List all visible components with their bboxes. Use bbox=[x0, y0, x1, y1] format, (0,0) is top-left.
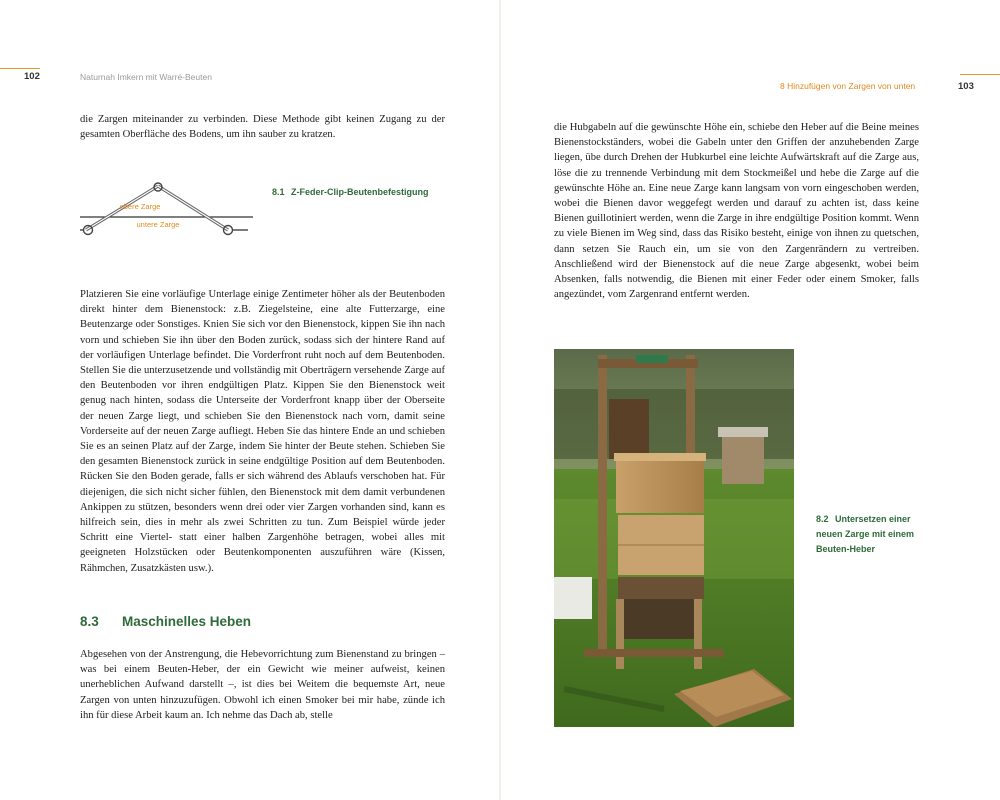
photo-illustration bbox=[554, 349, 794, 727]
figure-caption-8-1 bbox=[272, 185, 429, 200]
figure-caption-8-2 bbox=[816, 512, 936, 557]
green-tape bbox=[636, 355, 668, 363]
figure-number: 8.2 bbox=[816, 514, 829, 524]
figure-caption-text: Z-Feder-Clip-Beutenbefestigung bbox=[291, 187, 429, 197]
section-number: 8.3 bbox=[80, 614, 99, 629]
figure-caption-line: Beuten-Heber bbox=[816, 544, 876, 554]
hive-lifter-photo bbox=[554, 349, 794, 727]
intro-paragraph: die Zargen miteinander zu verbinden. Diese Methode gibt keinen Zugang zu der gesamten Oberfläche des Bodens, um ihn sauber zu kratzen. bbox=[80, 114, 445, 141]
upper-hive-lid bbox=[614, 453, 706, 461]
label-lower-box: untere Zarge bbox=[136, 220, 180, 229]
hive-stand bbox=[624, 599, 694, 639]
white-box bbox=[554, 577, 592, 619]
section-paragraph: Abgesehen von der Anstrengung, die Hebevorrichtung zum Bienenstand zu bringen – was bei einem Beuten-Heber, der ein Gewicht wie meiner aufweist, keinen unerheblichen Aufwand darstellt –, ist dies bei Weitem die bequemste Art, neue Zargen von unten hinzuzufügen. Obwohl ich einen Smoker bei mir habe, zünde ich ihn für diese Arbeit kaum an. Ich nehme das Dach ab, stelle bbox=[80, 649, 445, 721]
figure-caption-line: neuen Zarge mit einem bbox=[816, 529, 915, 539]
stand-leg-left bbox=[616, 599, 624, 669]
figure-number: 8.1 bbox=[272, 187, 285, 197]
page-number: 103 bbox=[958, 81, 974, 92]
folio-rule bbox=[0, 68, 40, 69]
figure-caption-line: Untersetzen einer bbox=[835, 514, 911, 524]
dark-brace bbox=[609, 399, 649, 459]
label-upper-box: obere Zarge bbox=[119, 202, 161, 211]
background-hive-roof bbox=[718, 427, 768, 437]
lifter-post-left bbox=[598, 355, 607, 655]
page-number: 102 bbox=[24, 71, 40, 82]
section-title: Maschinelles Heben bbox=[122, 614, 252, 629]
top-paragraph: die Hubgabeln auf die gewünschte Höhe ein, schiebe den Heber auf die Beine meines Bienenstockständers, wobei die Gabeln unter den Griffen der anzuhebenden Zarge liegen, übe durch Drehen der Hubkurbel eine leichte Aufwärtskraft auf die Zarge aus, löse die zu trennende Verbindung mit dem Stockmeißel und hebe die Zarge auf die gewünschte Höhe an. Eine neue Zarge kann langsam von vorn eingeschoben werden, wobei die Bienen davor weggefegt werden und darauf zu achten ist, dass keine Bienen guillotiniert werden, wenn die Zarge in ihre endgültige Position kommt. Wenn zu viele Bienen im Weg sind, dass das Risiko besteht, einige von ihnen zu quetschen, dann setzen Sie Rauch ein, um sie von den Zargenrändern zu vertreiben. Anschließend wird der Bienenstock auf die neue Zarge abgesenkt, wobei beim Absenken, falls notwendig, die Bienen mit einer Feder oder einem Smoker, falls angezündet, vom Zargenrand entfernt werden. bbox=[554, 122, 919, 301]
running-head: 8 Hinzufügen von Zargen von unten bbox=[780, 81, 916, 91]
main-paragraph: Platzieren Sie eine vorläufige Unterlage einige Zentimeter höher als der Beutenboden direkt hinter dem Bienenstock: z.B. Ziegelsteine, eine alte Futterzarge, eine Beutenzarge oder Sonstiges. Knien Sie sich vor den Bienenstock, kippen Sie ihn nach vorn und schieben Sie ihn über den Boden zurück, sodass sich der hintere Rand auf der vorläufigen Unterlage befindet. Die Vorderfront ruht noch auf dem Beutenboden. Stellen Sie die unterzusetzende und vollständig mit Oberträgern versehende Zarge auf den Beutenboden vor ihren endgültigen Platz. Kippen Sie den Bienenstock weit genug nach hinten, sodass die Unterseite der Vorderfront knapp über der Oberseite der neuen Zarge liegt, und schieben Sie den Bienenstock nach vorn, damit seine Vorderseite auf der neuen Zarge aufliegt. Heben Sie das hintere Ende an und schieben Sie es an seinen Platz auf der Zarge, indem Sie hinter der Beute stehen. Schieben Sie den gesamten Bienenstock zurück in seine endgültige Position auf dem Beutenboden. Rücken Sie den Boden gerade, falls er sich während des Ablaufs verschoben hat. Für diejenigen, die sich nicht sicher fühlen, den Bienenstock mit dem damit verbundenen Ankippen zu stützen, besonders wenn drei oder vier Zargen vorhanden sind, kann es hilfreich sein, dies in mehr als zwei Schritten zu tun. Zum Beispiel würde jeder Schritt eine Viertel- statt einer halben Zargenhöhe betragen, wobei alles mit geeigneten Holzstücken oder Beutenkomponenten auszuführen wäre (Kissen, Rähmchen, Zusatzkästen usw.). bbox=[80, 289, 445, 574]
stand-leg-right bbox=[694, 599, 702, 669]
background-hive bbox=[722, 434, 764, 484]
folio-rule bbox=[960, 74, 1000, 75]
section-heading bbox=[80, 614, 251, 629]
upper-hive-box bbox=[616, 457, 704, 513]
lower-hive-base bbox=[618, 577, 704, 599]
z-clip-diagram bbox=[78, 178, 258, 244]
lifter-foot bbox=[584, 649, 724, 657]
running-head: Naturnah Imkern mit Warré-Beuten bbox=[80, 72, 212, 82]
